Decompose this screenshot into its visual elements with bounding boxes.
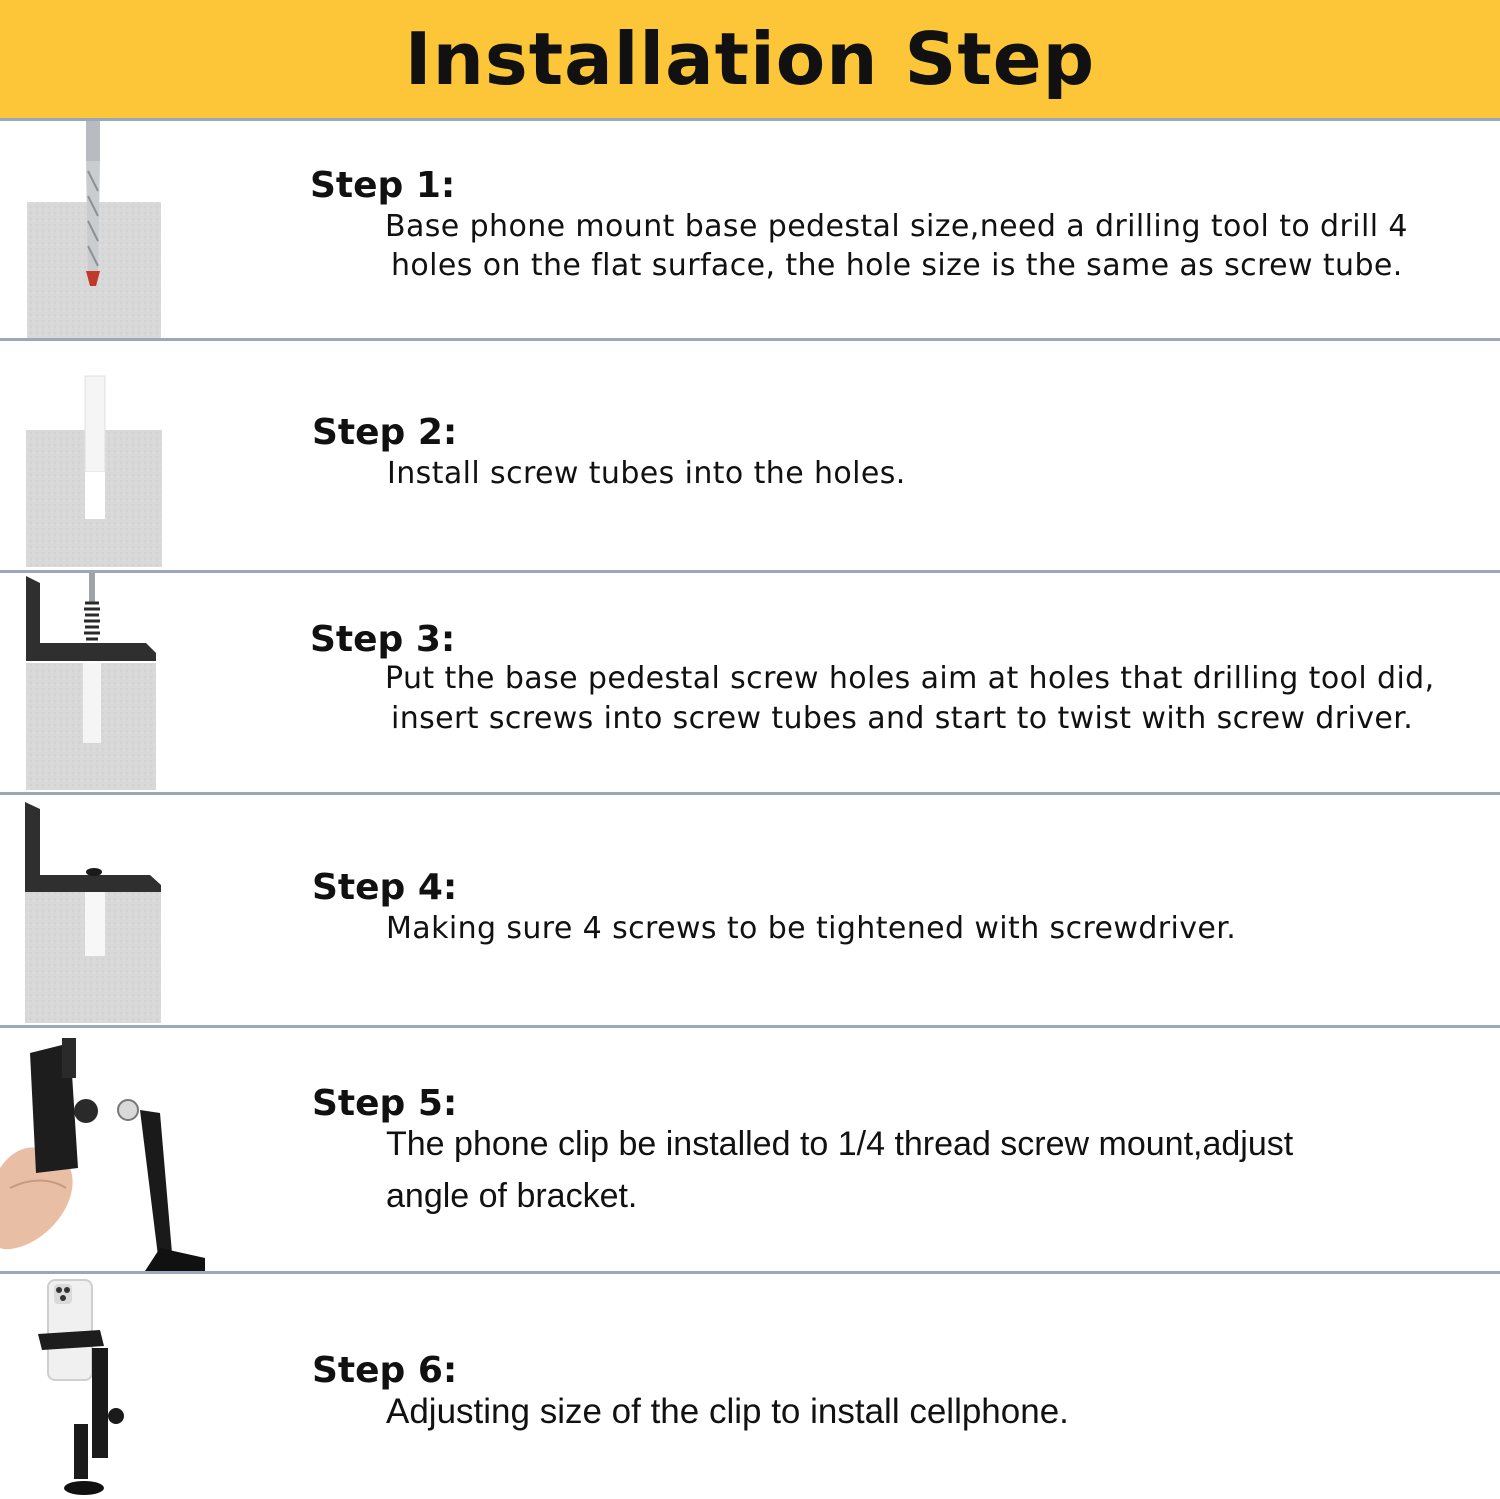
page-title: Installation Step bbox=[404, 17, 1096, 101]
step-title: Step 1: bbox=[310, 165, 456, 206]
screw-tube-illustration bbox=[0, 341, 200, 570]
bracket-screw-illustration bbox=[0, 573, 200, 792]
header-banner bbox=[0, 0, 1500, 118]
step-description-line: angle of bracket. bbox=[386, 1177, 638, 1215]
screw-knob bbox=[118, 1100, 138, 1120]
mount-base bbox=[64, 1481, 104, 1495]
step-6 bbox=[0, 1274, 1500, 1499]
step-title: Step 5: bbox=[312, 1083, 458, 1124]
screw-tube bbox=[83, 663, 101, 743]
mount-base bbox=[145, 1248, 205, 1271]
step-description-line: Making sure 4 screws to be tightened with screwdriver. bbox=[386, 911, 1237, 946]
step-title: Step 2: bbox=[312, 412, 458, 453]
screw-head bbox=[86, 868, 102, 876]
step-description-line: Install screw tubes into the holes. bbox=[387, 456, 906, 491]
step-5 bbox=[0, 1028, 1500, 1271]
step-description-line: The phone clip be installed to 1/4 thread screw mount,adjust bbox=[386, 1125, 1294, 1163]
screw-tube bbox=[85, 892, 105, 956]
phone-clip-mount-illustration bbox=[0, 1028, 220, 1271]
step-title: Step 6: bbox=[312, 1350, 458, 1391]
adjust-knob bbox=[108, 1408, 124, 1424]
step-description-line: Adjusting size of the clip to install cellphone. bbox=[386, 1392, 1069, 1431]
screw-tube-lower bbox=[85, 472, 105, 519]
screwdriver-shaft bbox=[89, 573, 95, 603]
ball-joint bbox=[74, 1099, 98, 1123]
step-3 bbox=[0, 573, 1500, 792]
step-1 bbox=[0, 121, 1500, 338]
screw-tube bbox=[85, 376, 105, 472]
step-2 bbox=[0, 341, 1500, 570]
l-bracket bbox=[25, 802, 161, 892]
mount-arm bbox=[140, 1110, 172, 1256]
step-description-line: Base phone mount base pedestal size,need a drilling tool to drill 4 bbox=[385, 209, 1408, 244]
drill-shank bbox=[86, 121, 100, 161]
mount-arm bbox=[74, 1424, 88, 1479]
mounted-phone-illustration bbox=[0, 1274, 200, 1499]
step-4 bbox=[0, 795, 1500, 1025]
step-description-line: Put the base pedestal screw holes aim at holes that drilling tool did, bbox=[385, 661, 1435, 696]
drill-bit-illustration bbox=[0, 121, 200, 338]
step-title: Step 4: bbox=[312, 867, 458, 908]
screw-thread bbox=[84, 603, 100, 639]
tightened-screw-illustration bbox=[0, 795, 200, 1025]
step-description-line: holes on the flat surface, the hole size is the same as screw tube. bbox=[391, 248, 1403, 283]
step-description-line: insert screws into screw tubes and start to twist with screw driver. bbox=[391, 701, 1414, 736]
step-title: Step 3: bbox=[310, 619, 456, 660]
